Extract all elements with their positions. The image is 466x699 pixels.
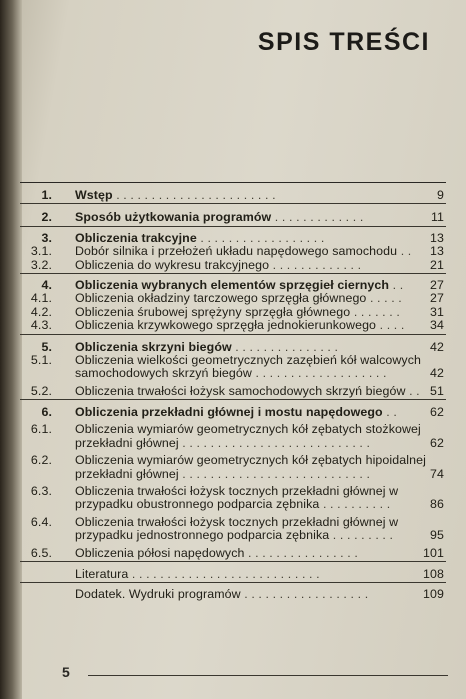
toc-entry-number: 6.4. [30,514,52,529]
toc-entry [0,210,466,223]
toc-entry-number: 6.2. [30,453,52,468]
toc-entry-number: 6.3. [30,484,52,499]
toc-entry-page: 62 [430,435,444,450]
toc-separator [20,334,446,335]
toc-entry-leader: . . . . [376,318,405,333]
toc-entry-title: Obliczenia półosi napędowych [75,545,245,560]
toc-separator [20,582,446,583]
toc-entry [0,405,466,418]
toc-entry-title: Obliczenia do wykresu trakcyjnego [75,257,270,272]
toc-entry-leader: . . . . . . . . . . . . . . . . . . . . . . . . . . . [178,435,371,450]
toc-entry-page: 9 [437,188,444,202]
toc-entry-title-continued: przekładni głównej [75,435,179,450]
toc-entry-leader: . . . . . . . . . . . . . . . . . . [240,587,369,602]
toc-entry-title-continued: przypadku obustronnego podparcia zębnika [75,497,320,512]
toc-entry-title: Literatura [75,566,129,581]
toc-entry [0,353,466,380]
toc-entry [0,546,466,559]
toc-entry-leader: . . . . . . . . . . . . . . . . . . . . . . . [112,188,276,202]
toc-entry-leader: . . . . . . . . . . . . . . . . [244,545,358,560]
toc-separator [20,273,446,274]
toc-entry-number: 5. [41,339,52,354]
toc-entry-number: 2. [41,210,52,225]
toc-entry-leader: . . . . . . . . . . . . . . . [231,339,339,354]
toc-entry-page: 34 [430,318,444,333]
toc-entry-leader: . . . . . . . . . . . . . [269,257,362,272]
toc-entry-title: Obliczenia skrzyni biegów [75,339,232,354]
toc-entry-page: 27 [430,277,444,292]
toc-entry-title: Wstęp [75,188,113,202]
toc-entry-title: Obliczenia wymiarów geometrycznych kół zębatych hipoidalnej [75,453,426,468]
toc-separator [20,561,446,562]
toc-entry [0,278,466,291]
toc-entry-number: 6.5. [30,545,52,560]
toc-entry-title-continued: przekładni głównej [75,466,179,481]
toc-entry-leader: . . . . . . . . . . . . . . . . . . . . . . . . . . . [178,466,371,481]
toc-entry-page: 108 [423,566,444,581]
toc-entry [0,484,466,511]
toc-entry [0,258,466,271]
toc-entry-page: 27 [430,291,444,306]
page-number: 5 [62,664,70,680]
toc-entry [0,318,466,331]
toc-entry-leader: . . [382,405,397,420]
toc-entry-title: Obliczenia trakcyjne [75,230,197,245]
toc-entry [0,587,466,600]
toc-entry-page: 51 [430,383,444,398]
toc-entry [0,340,466,353]
toc-entry [0,515,466,542]
toc-entry-number: 6. [41,405,52,420]
footer-rule [88,675,448,676]
toc-entry [0,291,466,304]
toc-entry-page: 11 [430,210,444,225]
toc-entry [0,305,466,318]
toc-top-rule [20,182,446,183]
toc-entry-number: 4. [41,277,52,292]
toc-entry-leader: . . . . . . . . . . . . . . . . . . . . . . . . . . . [128,566,320,581]
toc-entry-leader: . . [397,244,412,259]
toc-entry-title: Obliczenia wybranych elementów sprzęgieł ciernych [75,277,390,292]
toc-entry-leader: . . . . . [366,291,402,306]
toc-entry-title: Obliczenia wymiarów geometrycznych kół zębatych stożkowej [75,422,421,437]
toc-entry-number: 3.1. [30,244,52,259]
toc-entry-number: 1. [41,188,52,202]
toc-entry-leader: . . . . . . . . . . [319,497,391,512]
toc-entry-number: 6.1. [30,422,52,437]
toc-entry-page: 42 [430,339,444,354]
toc-entry-title: Obliczenia trwałości łożysk tocznych przekładni głównej w [75,514,399,529]
toc-entry-page: 21 [430,257,444,272]
toc-entry-title: Sposób użytkowania programów [75,210,272,225]
toc-entry-page: 62 [430,405,444,420]
toc-entry [0,453,466,480]
toc-separator [20,226,446,227]
toc-entry-leader: . . . . . . . [350,304,400,319]
toc-entry-page: 95 [430,528,444,543]
toc-entry-leader: . . [389,277,404,292]
toc-entry-title: Obliczenia okładziny tarczowego sprzęgła głównego [75,291,367,306]
toc-entry-title: Obliczenia trwałości łożysk samochodowych skrzyń biegów [75,383,406,398]
toc-entry [0,188,466,201]
toc-entry-page: 31 [430,304,444,319]
toc-entry-page: 13 [430,244,444,259]
toc-entry-leader: . . . . . . . . . . . . . [271,210,364,225]
toc-entry-title: Obliczenia przekładni głównej i mostu napędowego [75,405,383,420]
toc-entry-number: 4.3. [30,318,52,333]
toc-entry-number: 4.2. [30,304,52,319]
toc-entry [0,384,466,397]
toc-entry-title: Obliczenia wielkości geometrycznych zazębień kół walcowych [75,352,421,367]
page-title: SPIS TREŚCI [257,28,430,56]
toc-entry-number: 3. [41,230,52,245]
toc-entry-leader: . . [405,383,420,398]
toc-entry-page: 42 [430,366,444,381]
toc-entry-page: 101 [423,545,444,560]
toc-entry-leader: . . . . . . . . . . . . . . . . . . . [251,366,387,381]
toc-entry-leader: . . . . . . . . . . . . . . . . . . [196,230,325,245]
toc-entry-number: 5.2. [30,383,52,398]
toc-entry-number: 3.2. [30,257,52,272]
toc-entry-title: Obliczenia krzywkowego sprzęgła jednokierunkowego [75,318,377,333]
toc-entry-title-continued: przypadku jednostronnego podparcia zębnika [75,528,330,543]
toc-entry [0,231,466,244]
toc-entry [0,244,466,257]
toc-entry-title: Obliczenia trwałości łożysk tocznych przekładni głównej w [75,484,399,499]
toc-entry-title: Dodatek. Wydruki programów [75,587,241,602]
table-of-contents [0,188,466,601]
toc-separator [20,399,446,400]
toc-entry [0,567,466,580]
toc-entry-number: 5.1. [30,352,52,367]
toc-entry-title: Dobór silnika i przełożeń układu napędowego samochodu [75,244,398,259]
toc-entry-page: 86 [430,497,444,512]
toc-entry-page: 109 [423,587,444,602]
toc-entry-page: 13 [430,230,444,245]
toc-entry-title-continued: samochodowych skrzyń biegów [75,366,252,381]
toc-entry [0,422,466,449]
toc-entry-title: Obliczenia śrubowej sprężyny sprzęgła głównego [75,304,351,319]
toc-separator [20,203,446,204]
toc-entry-page: 74 [430,466,444,481]
toc-entry-number: 4.1. [30,291,52,306]
toc-entry-leader: . . . . . . . . . [329,528,394,543]
